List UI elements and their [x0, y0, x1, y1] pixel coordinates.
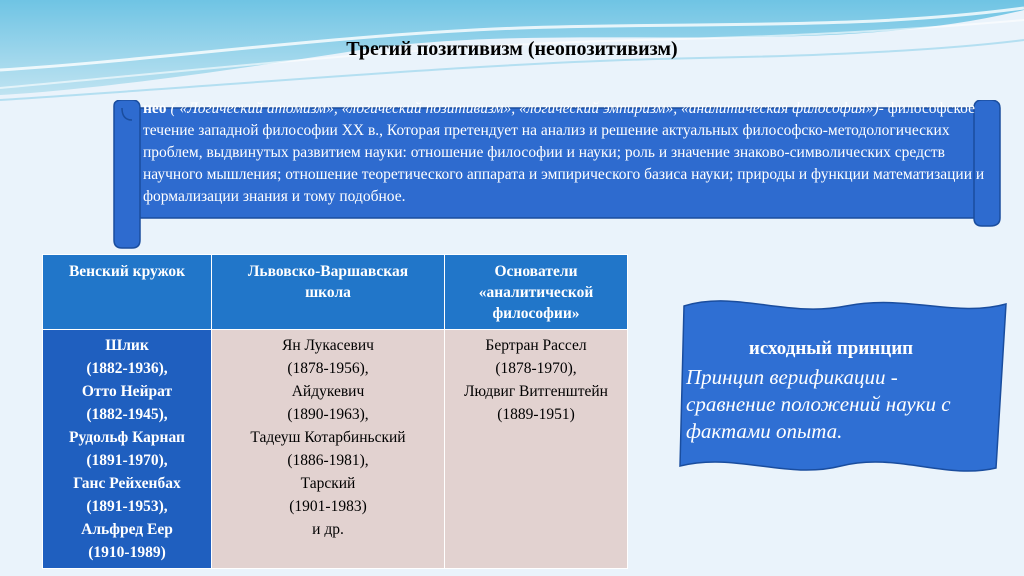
table-row [43, 330, 628, 569]
schools-table [42, 254, 628, 569]
header-analytic-founders: Основатели «аналитической философии» [445, 255, 628, 330]
definition-aliases: ( «Логический атомизм», «логический позитивизм», «логический эмпиризм», «аналитическая философия») [166, 100, 879, 117]
header-vienna-circle: Венский кружок [43, 255, 212, 330]
principle-body: Принцип верификации - сравнение положений науки с фактами опыта. [686, 365, 951, 443]
vienna-circle-members: Шлик (1882-1936), Отто Нейрат (1882-1945), Рудольф Карнап (1891-1970), Ганс Рейхенбах (1891-1953), Альфред Еер (1910-1989) [43, 330, 212, 569]
definition-term: нео [143, 100, 167, 117]
principle-text-block [686, 338, 986, 445]
table-header-row [43, 255, 628, 330]
header-lwow-warsaw-school: Львовско-Варшавская школа [212, 255, 445, 330]
principle-heading: исходный принцип [748, 338, 914, 359]
definition-body: - философское течение западной философии XX в., Которая претендует на анализ и решение актуальных философско-методологических проблем, выдвинутых развитием науки: отношение философии и науки; роль и значение знаково-символических средств научного мышления; отношение теоретического аппарата и эмпирического базиса науки; природы и функции математизации и формализации знания и тому подобное. [143, 100, 985, 205]
lwow-warsaw-members: Ян Лукасевич (1878-1956), Айдукевич (1890-1963), Тадеуш Котарбиньский (1886-1981), Тарский (1901-1983) и др. [212, 330, 445, 569]
definition-text [143, 98, 995, 226]
analytic-founders-members: Бертран Рассел (1878-1970), Людвиг Витгенштейн (1889-1951) [445, 330, 628, 569]
slide-title: Третий позитивизм (неопозитивизм) [346, 38, 678, 60]
